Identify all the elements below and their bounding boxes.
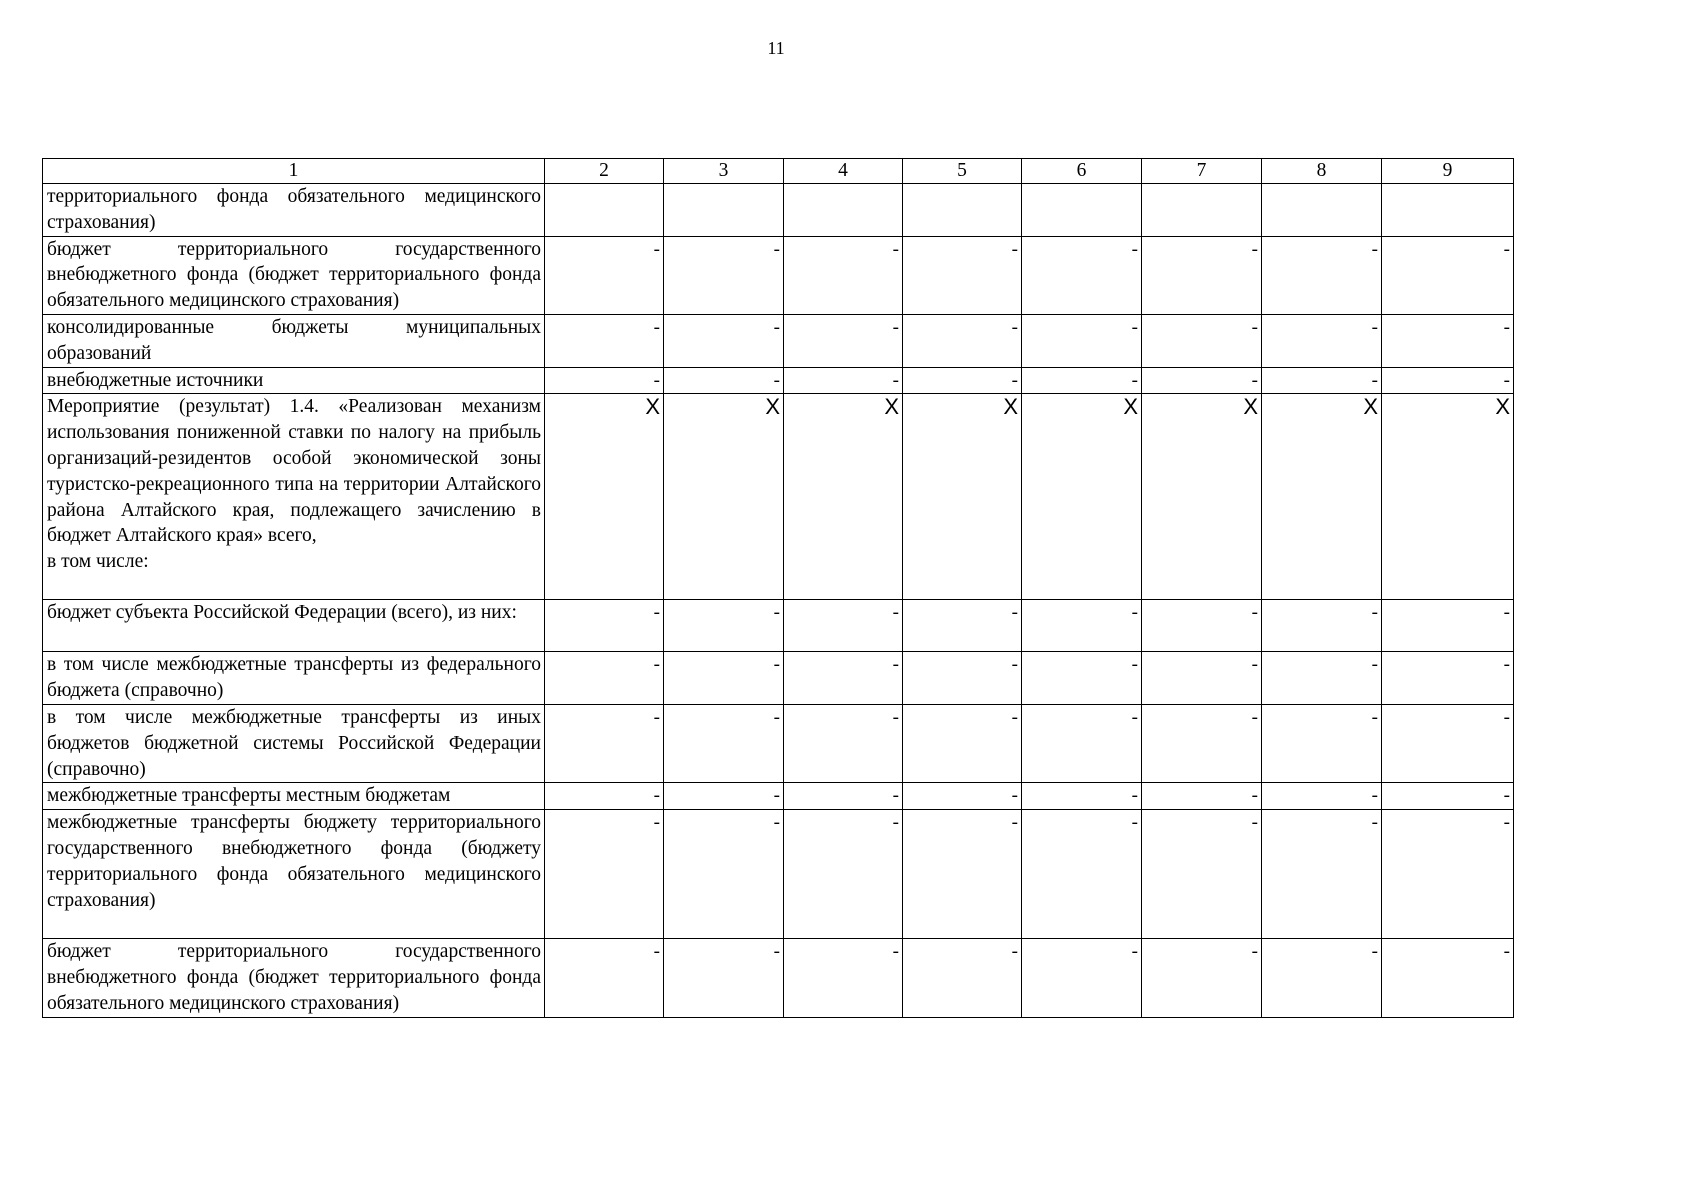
value-cell: -	[784, 810, 903, 939]
value-cell	[784, 184, 903, 237]
value-cell: -	[784, 939, 903, 1017]
column-header: 1	[43, 159, 545, 184]
value-cell: -	[784, 704, 903, 782]
value-cell: -	[903, 783, 1022, 810]
value-cell: -	[903, 810, 1022, 939]
value-cell: -	[545, 783, 664, 810]
value-cell: -	[1142, 939, 1262, 1017]
value-cell: -	[1382, 652, 1514, 705]
value-cell: -	[1262, 783, 1382, 810]
value-cell: -	[545, 600, 664, 652]
row-label-text: бюджет территориального государственного внебюджетного фонда (бюджет территориального фонда обязательного медицинского страхования)	[47, 941, 541, 1014]
column-header: 7	[1142, 159, 1262, 184]
row-label	[43, 810, 545, 939]
row-label	[43, 600, 545, 652]
table-row	[43, 600, 1514, 652]
column-header: 8	[1262, 159, 1382, 184]
value-cell	[664, 184, 784, 237]
row-label-text: бюджет субъекта Российской Федерации (всего), из них:	[47, 602, 517, 624]
row-label	[43, 783, 545, 810]
column-header: 3	[664, 159, 784, 184]
row-label	[43, 704, 545, 782]
value-cell: -	[1262, 939, 1382, 1017]
value-cell: -	[1382, 810, 1514, 939]
value-cell: -	[1142, 704, 1262, 782]
value-cell: X	[664, 394, 784, 600]
value-cell	[903, 184, 1022, 237]
value-cell: -	[903, 704, 1022, 782]
row-label	[43, 184, 545, 237]
value-cell: -	[1022, 704, 1142, 782]
table-row	[43, 394, 1514, 600]
value-cell: -	[1262, 600, 1382, 652]
table-row	[43, 314, 1514, 367]
value-cell: -	[545, 367, 664, 394]
value-cell: -	[1022, 600, 1142, 652]
row-label-text: в том числе межбюджетные трансферты из федерального бюджета (справочно)	[47, 654, 541, 702]
value-cell: -	[664, 367, 784, 394]
value-cell: -	[1142, 314, 1262, 367]
row-label-text: внебюджетные источники	[47, 369, 264, 391]
row-label	[43, 236, 545, 314]
row-label-continuation: в том числе:	[47, 551, 149, 573]
table-row	[43, 367, 1514, 394]
value-cell: -	[1262, 236, 1382, 314]
column-header: 4	[784, 159, 903, 184]
value-cell: -	[545, 810, 664, 939]
column-header: 5	[903, 159, 1022, 184]
row-label-text: Мероприятие (результат) 1.4. «Реализован механизм использования пониженной ставки по налогу на прибыль организаций-резидентов особой экономической зоны туристско-рекреационного типа на территории Алтайского района Алтайского края, подлежащего зачислению в бюджет Алтайского края» всего,	[47, 396, 541, 547]
value-cell	[1142, 184, 1262, 237]
value-cell: -	[903, 652, 1022, 705]
row-label	[43, 314, 545, 367]
row-label-text: территориального фонда обязательного медицинского страхования)	[47, 186, 541, 233]
value-cell: -	[784, 783, 903, 810]
row-label	[43, 394, 545, 600]
table-row	[43, 652, 1514, 705]
row-label	[43, 367, 545, 394]
value-cell: X	[1382, 394, 1514, 600]
column-header: 2	[545, 159, 664, 184]
value-cell: -	[664, 783, 784, 810]
row-label	[43, 652, 545, 705]
value-cell	[1022, 184, 1142, 237]
value-cell: -	[545, 939, 664, 1017]
value-cell: -	[664, 600, 784, 652]
value-cell: -	[1382, 236, 1514, 314]
value-cell: -	[1142, 367, 1262, 394]
value-cell: -	[784, 600, 903, 652]
value-cell: -	[1142, 783, 1262, 810]
value-cell: -	[545, 704, 664, 782]
value-cell: -	[1382, 314, 1514, 367]
value-cell: -	[664, 939, 784, 1017]
row-label-text: в том числе межбюджетные трансферты из иных бюджетов бюджетной системы Российской Федерации (справочно)	[47, 706, 541, 780]
value-cell	[545, 184, 664, 237]
value-cell: -	[1382, 939, 1514, 1017]
row-label-text: межбюджетные трансферты местным бюджетам	[47, 785, 451, 807]
value-cell: X	[1262, 394, 1382, 600]
value-cell: -	[1262, 314, 1382, 367]
table-row	[43, 783, 1514, 810]
value-cell: -	[1022, 367, 1142, 394]
table-row	[43, 184, 1514, 237]
value-cell: -	[1382, 600, 1514, 652]
value-cell: -	[784, 367, 903, 394]
value-cell: -	[1142, 600, 1262, 652]
page-number: 11	[767, 38, 785, 58]
value-cell: -	[664, 652, 784, 705]
budget-table	[42, 158, 1514, 1018]
value-cell: -	[664, 236, 784, 314]
value-cell: -	[545, 236, 664, 314]
value-cell: -	[903, 314, 1022, 367]
value-cell: -	[1382, 367, 1514, 394]
value-cell: -	[1142, 236, 1262, 314]
column-header: 9	[1382, 159, 1514, 184]
value-cell: -	[545, 652, 664, 705]
table-row	[43, 704, 1514, 782]
row-label-text: бюджет территориального государственного внебюджетного фонда (бюджет территориального фонда обязательного медицинского страхования)	[47, 238, 541, 312]
value-cell	[1262, 184, 1382, 237]
value-cell: -	[903, 600, 1022, 652]
value-cell: -	[545, 314, 664, 367]
value-cell: -	[784, 236, 903, 314]
value-cell: -	[903, 236, 1022, 314]
value-cell: -	[664, 704, 784, 782]
value-cell: -	[784, 314, 903, 367]
value-cell	[1382, 184, 1514, 237]
value-cell: -	[1262, 652, 1382, 705]
value-cell: -	[1022, 810, 1142, 939]
value-cell: -	[1262, 810, 1382, 939]
table-row	[43, 810, 1514, 939]
value-cell: -	[664, 810, 784, 939]
value-cell: -	[664, 314, 784, 367]
column-header: 6	[1022, 159, 1142, 184]
value-cell: X	[545, 394, 664, 600]
value-cell: X	[784, 394, 903, 600]
value-cell: -	[784, 652, 903, 705]
column-number-row	[43, 159, 1514, 184]
row-label-text: консолидированные бюджеты муниципальных образований	[47, 316, 541, 364]
value-cell: -	[1262, 367, 1382, 394]
value-cell: -	[1022, 939, 1142, 1017]
value-cell: -	[1142, 810, 1262, 939]
value-cell: X	[903, 394, 1022, 600]
value-cell: X	[1142, 394, 1262, 600]
value-cell: -	[1382, 704, 1514, 782]
value-cell: -	[1022, 236, 1142, 314]
table-row	[43, 939, 1514, 1017]
value-cell: -	[1022, 652, 1142, 705]
value-cell: -	[903, 939, 1022, 1017]
value-cell: -	[1142, 652, 1262, 705]
value-cell: -	[903, 367, 1022, 394]
value-cell: X	[1022, 394, 1142, 600]
value-cell: -	[1382, 783, 1514, 810]
value-cell: -	[1022, 783, 1142, 810]
value-cell: -	[1022, 314, 1142, 367]
row-label	[43, 939, 545, 1017]
row-label-text: межбюджетные трансферты бюджету территориального государственного внебюджетного фонда (бюджету территориального фонда обязательного медицинского страхования)	[47, 812, 541, 911]
table-row	[43, 236, 1514, 314]
value-cell: -	[1262, 704, 1382, 782]
